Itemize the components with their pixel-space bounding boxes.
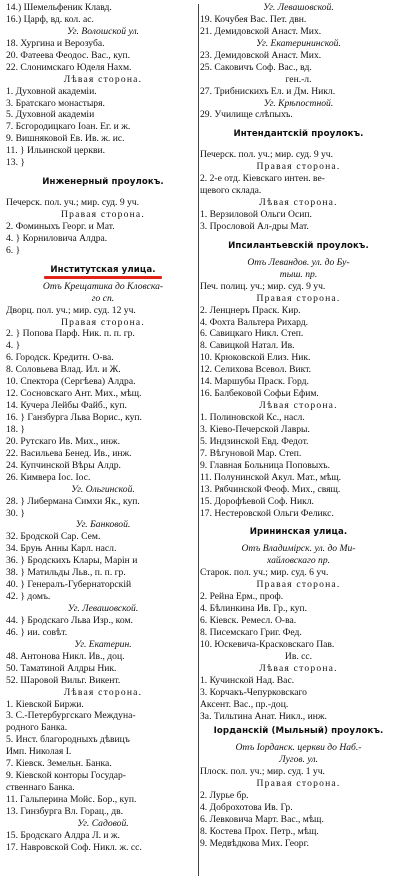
entry-line: 2. } Попова Парф. Ник. п. п. гр.: [6, 328, 135, 340]
cross-street-label: Уг. Волошской ул.: [66, 25, 140, 37]
entry-line: 17. Нестеровской Ольги Феликс.: [200, 507, 334, 519]
entry-line: 17. Навровской Соф. Никл. ж. сс.: [6, 841, 142, 853]
entry-line: 9. Главная Больница Поповыхъ.: [200, 459, 331, 471]
entry-line: 34. Бруњ Анны Карл. насл.: [6, 543, 117, 555]
cross-street-label: Уг. Ольгинской.: [71, 483, 135, 495]
side-label: Правая сторона.: [256, 579, 341, 591]
entry-line: 18. Хургина и Верозуба.: [6, 37, 105, 49]
entry-line: 9. Медвѣдкова Мих. Георг.: [200, 837, 309, 849]
entry-line: 16. Балбековой Софьи Ефим.: [200, 388, 319, 400]
entry-line: 28. } Либермана Симхи Як., куп.: [6, 495, 140, 507]
entry-line: 16.) Царф, вд. кол. ас.: [6, 13, 94, 25]
entry-line: 13. Рябчинской Феоф. Мих., свящ.: [200, 483, 341, 495]
entry-line: 5. Духовной академіи: [6, 109, 95, 121]
cross-street-label: Уг. Крѣпостной.: [263, 97, 334, 109]
side-label: Правая сторона.: [256, 292, 341, 304]
entry-line: 7. Бсгородицкаго Іоан. Ег. и ж.: [6, 121, 131, 133]
section-heading: Іорданскій (Мыльный) проулокъ.: [213, 726, 384, 737]
entry-line: 15. Дорофѣевой Соф. Никл.: [200, 495, 314, 507]
entry-line: 15. Бродскаго Алдра Л. и ж.: [6, 829, 120, 841]
spacer: [200, 233, 397, 241]
entry-line: 36. } Бродскихъ Клары, Марін и: [6, 555, 138, 567]
entry-line: 32. Бродской Сар. Сем.: [6, 531, 101, 543]
entry-line: 19. Кочубея Вас. Пет. двн.: [200, 13, 307, 25]
entry-line: 16. } Ганзбурга Льва Ворис., куп.: [6, 412, 142, 423]
entry-line: 42. } домъ.: [6, 591, 51, 603]
entry-line: ственнаго Банка.: [6, 782, 75, 794]
entry-line: ген.-л.: [285, 73, 312, 85]
entry-line: 4. } Корниловича Алдра.: [6, 232, 108, 244]
entry-line: 6. Левковича Март. Вас., мѣщ.: [200, 814, 324, 825]
cross-street-label: Уг. Екатерин.: [74, 638, 132, 650]
spacer: [200, 141, 397, 149]
spacer: [6, 257, 200, 265]
entry-line: 14. Кучера Лейбы Файб., куп.: [6, 400, 127, 412]
spacer: [6, 169, 200, 177]
entry-line: 4. Доброхотова Ив. Гр.: [200, 802, 293, 814]
entry-line: 27. Трибнискихъ Ел. и Дм. Никл.: [200, 85, 336, 97]
entry-line: 40. } Генералъ-Губернаторскій: [6, 579, 132, 591]
entry-line: За. Тильтина Анат. Никл., инж.: [200, 710, 327, 722]
entry-line: 10. Спектора (Сергѣева) Алдра.: [6, 376, 136, 388]
entry-line: 11. Гальперина Мойс. Бор., куп.: [6, 794, 137, 805]
entry-line: 1. Кіевской Биржи.: [6, 698, 84, 710]
cross-street-label: го сп.: [91, 292, 115, 304]
entry-line: Печ. полиц. уч.; мир. суд. 9 уч.: [200, 280, 326, 292]
side-label: Лѣвая сторона.: [63, 686, 143, 698]
entry-line: 2. Лурье бр.: [200, 790, 249, 802]
cross-street-label: Уг. Екатерининской.: [256, 37, 341, 49]
entry-line: 12. Селихова Всевол. Викт.: [200, 364, 312, 376]
entry-line: Печерск. пол. уч.; мир. суд. 9 уч.: [200, 149, 334, 161]
entry-line: 2. Ленцнеръ Праск. Кир.: [200, 304, 301, 316]
entry-line: 23. Демидовской Анаст. Мих.: [200, 49, 322, 61]
side-label: Правая сторона.: [256, 778, 341, 790]
entry-line: 26. Кимвера Іос. Іос.: [6, 471, 91, 483]
entry-line: Плоск. пол. уч.; мир. суд. 1 уч.: [200, 766, 325, 778]
entry-line: 3. Братскаго монастыря.: [6, 97, 105, 109]
right-column: [200, 2, 397, 850]
entry-line: 52. Шаровой Вильг. Викент.: [6, 674, 121, 686]
entry-line: 38. } Матильды Льв., п. п. гр.: [6, 567, 126, 579]
entry-line: 11. Полунинской Акул. Мат., мѣщ.: [200, 471, 342, 483]
spacer: [6, 189, 200, 197]
entry-line: 29. Училище слѣпыхъ.: [200, 109, 293, 121]
side-label: Лѣвая сторона.: [259, 662, 338, 674]
spacer: [200, 519, 397, 527]
entry-line: 10. Крюковской Елиз. Ник.: [200, 352, 311, 364]
entry-line: 9. Кіевской конторы Государ-: [6, 770, 126, 782]
entry-line: 4. Бѣлинкина Ив. Гр., куп.: [200, 603, 307, 615]
entry-line: 6. Кіевск. Ремесл. О-ва.: [200, 615, 297, 626]
section-heading: Интендантскій проулокъ.: [233, 129, 364, 140]
entry-line: родного Банка.: [6, 722, 68, 734]
entry-line: 7. Кіевск. Земельн. Банка.: [6, 758, 112, 770]
entry-line: 14. Маршубы Праск. Горд.: [200, 376, 309, 388]
entry-line: 13. }: [6, 157, 25, 169]
side-label: Лѣвая сторона.: [259, 400, 338, 412]
cross-street-label: Отъ Владимірск. ул. до Ми-: [241, 543, 356, 555]
entry-line: 2. Фоминыхъ Георг. и Мат.: [6, 220, 115, 232]
entry-line: 20. Фатеева Феодос. Вас., куп.: [6, 49, 131, 61]
cross-street-label: Уг. Банковой.: [75, 519, 131, 531]
entry-line: 5. Инст. благородныхъ дѣвицъ: [6, 734, 130, 746]
entry-line: 18. }: [6, 423, 25, 435]
entry-line: 3. Прословой Ал-дры Мат.: [200, 220, 309, 232]
entry-line: 7. Вѣгуновой Мар. Степ.: [200, 447, 302, 459]
entry-line: 1. Верзиловой Ольги Осип.: [200, 209, 312, 220]
entry-line: 8. Костева Прох. Петр., мѣщ.: [200, 825, 319, 837]
entry-line: щевого склада.: [200, 185, 262, 197]
entry-line: 25. Саковичъ Соф. Вас., вд.: [200, 61, 312, 73]
entry-line: 50. Таматиной Алдры Ник.: [6, 662, 117, 674]
entry-line: 8. Савицкой Натал. Ив.: [200, 340, 295, 352]
entry-line: 11. } Ильинской церкви.: [6, 145, 106, 157]
side-label: Правая сторона.: [256, 161, 341, 173]
entry-line: Имп. Николая I.: [6, 746, 72, 758]
entry-line: 1. Духовной академіи.: [6, 85, 97, 97]
entry-line: Ив. сс.: [284, 650, 313, 662]
entry-line: 12. Сосновскаго Ант. Мих., мѣщ.: [6, 388, 142, 400]
entry-line: 24. Купчинской Вѣры Алдр.: [6, 459, 121, 471]
entry-line: 3. Корчакъ-Чепурковскаго: [200, 686, 307, 698]
entry-line: 6. Савицкаго Никл. Степ.: [200, 328, 304, 340]
entry-line: 46. } ии. совѣт.: [6, 626, 68, 638]
section-heading: Институтская улица.: [50, 264, 156, 275]
entry-line: 1. Кучинской Над. Вас.: [200, 674, 295, 686]
section-heading: Ипсилантьевскій проулокъ.: [228, 240, 369, 251]
entry-line: 1. Полиновской Кс., насл.: [200, 412, 305, 423]
side-label: Лѣвая сторона.: [63, 73, 143, 85]
entry-line: Аксент. Вас., пр.-доц.: [200, 698, 289, 710]
entry-line: 30. }: [6, 507, 25, 519]
highlight-underline: [44, 276, 162, 279]
entry-line: 6. }: [6, 244, 21, 256]
side-label: Правая сторона.: [61, 209, 145, 220]
entry-line: 8. Соловьева Влад. Ил. и Ж.: [6, 364, 121, 376]
entry-line: 3. С.-Петербургскаго Междуна-: [6, 710, 136, 722]
entry-line: 4. }: [6, 340, 21, 352]
entry-line: 14.) Шемельфеник Клавд.: [6, 2, 112, 13]
cross-street-label: тыш. пр.: [279, 268, 318, 280]
spacer: [200, 121, 397, 129]
column-divider: [198, 4, 199, 876]
side-label: Правая сторона.: [61, 316, 145, 328]
section-heading: Ирининская улица.: [249, 527, 348, 538]
entry-line: 22. Васильева Бенед. Ив., инж.: [6, 447, 132, 459]
entry-line: 6. Городск. Кредитн. О-ва.: [6, 352, 114, 364]
entry-line: Старок. пол. уч.; мир. суд. 6 уч.: [200, 567, 329, 579]
cross-street-label: хайловскаго пр.: [266, 555, 331, 567]
entry-line: 2. Рейна Ерм., проф.: [200, 591, 284, 603]
side-label: Лѣвая сторона.: [259, 197, 338, 209]
entry-line: 10. Юскевича-Красковскаго Пав.: [200, 638, 335, 650]
cross-street-label: Уг. Левашовской.: [67, 603, 139, 614]
entry-line: 9. Вишняковой Ев. Ив. ж. ис.: [6, 133, 125, 145]
entry-line: 4. Фохта Вальтера Рихард.: [200, 316, 309, 328]
entry-line: 44. } Бродскаго Льва Изр., ком.: [6, 614, 133, 626]
entry-line: 20. Рутскаго Ив. Мих., инж.: [6, 435, 120, 447]
entry-line: 8. Писемскаго Григ. Фед.: [200, 626, 302, 638]
entry-line: 3. Кіево-Печерской Лавры.: [200, 423, 310, 435]
left-column: [6, 2, 200, 854]
cross-street-label: Отъ Крещатика до Кловска-: [42, 280, 164, 292]
entry-line: 21. Демидовской Анаст. Мих.: [200, 25, 322, 37]
entry-line: Дворц. пол. уч.; мир. суд. 12 уч.: [6, 304, 136, 316]
entry-line: 5. Индзинской Евд. Федот.: [200, 435, 309, 447]
cross-street-label: Уг. Левашовской.: [263, 2, 334, 13]
section-heading: Инженерный проулокъ.: [42, 177, 164, 188]
cross-street-label: Отъ Іорданск. церкви до Наб.-: [235, 742, 362, 754]
cross-street-label: Уг. Садовой.: [77, 817, 129, 829]
entry-line: Печерск. пол. уч.; мир. суд. 9 уч.: [6, 197, 140, 209]
entry-line: 22. Слонимскаго Юделя Нахм.: [6, 61, 132, 73]
entry-line: 2. 2-е отд. Кіевскаго интен. ве-: [200, 173, 325, 185]
cross-street-label: Лугов. ул.: [279, 754, 318, 766]
cross-street-label: Отъ Левандов. ул. до Бу-: [247, 256, 350, 268]
entry-line: 13. Гинзбурга Вл. Горац., дв.: [6, 805, 124, 817]
entry-line: 48. Антонова Никл. Ив., доц.: [6, 650, 125, 662]
